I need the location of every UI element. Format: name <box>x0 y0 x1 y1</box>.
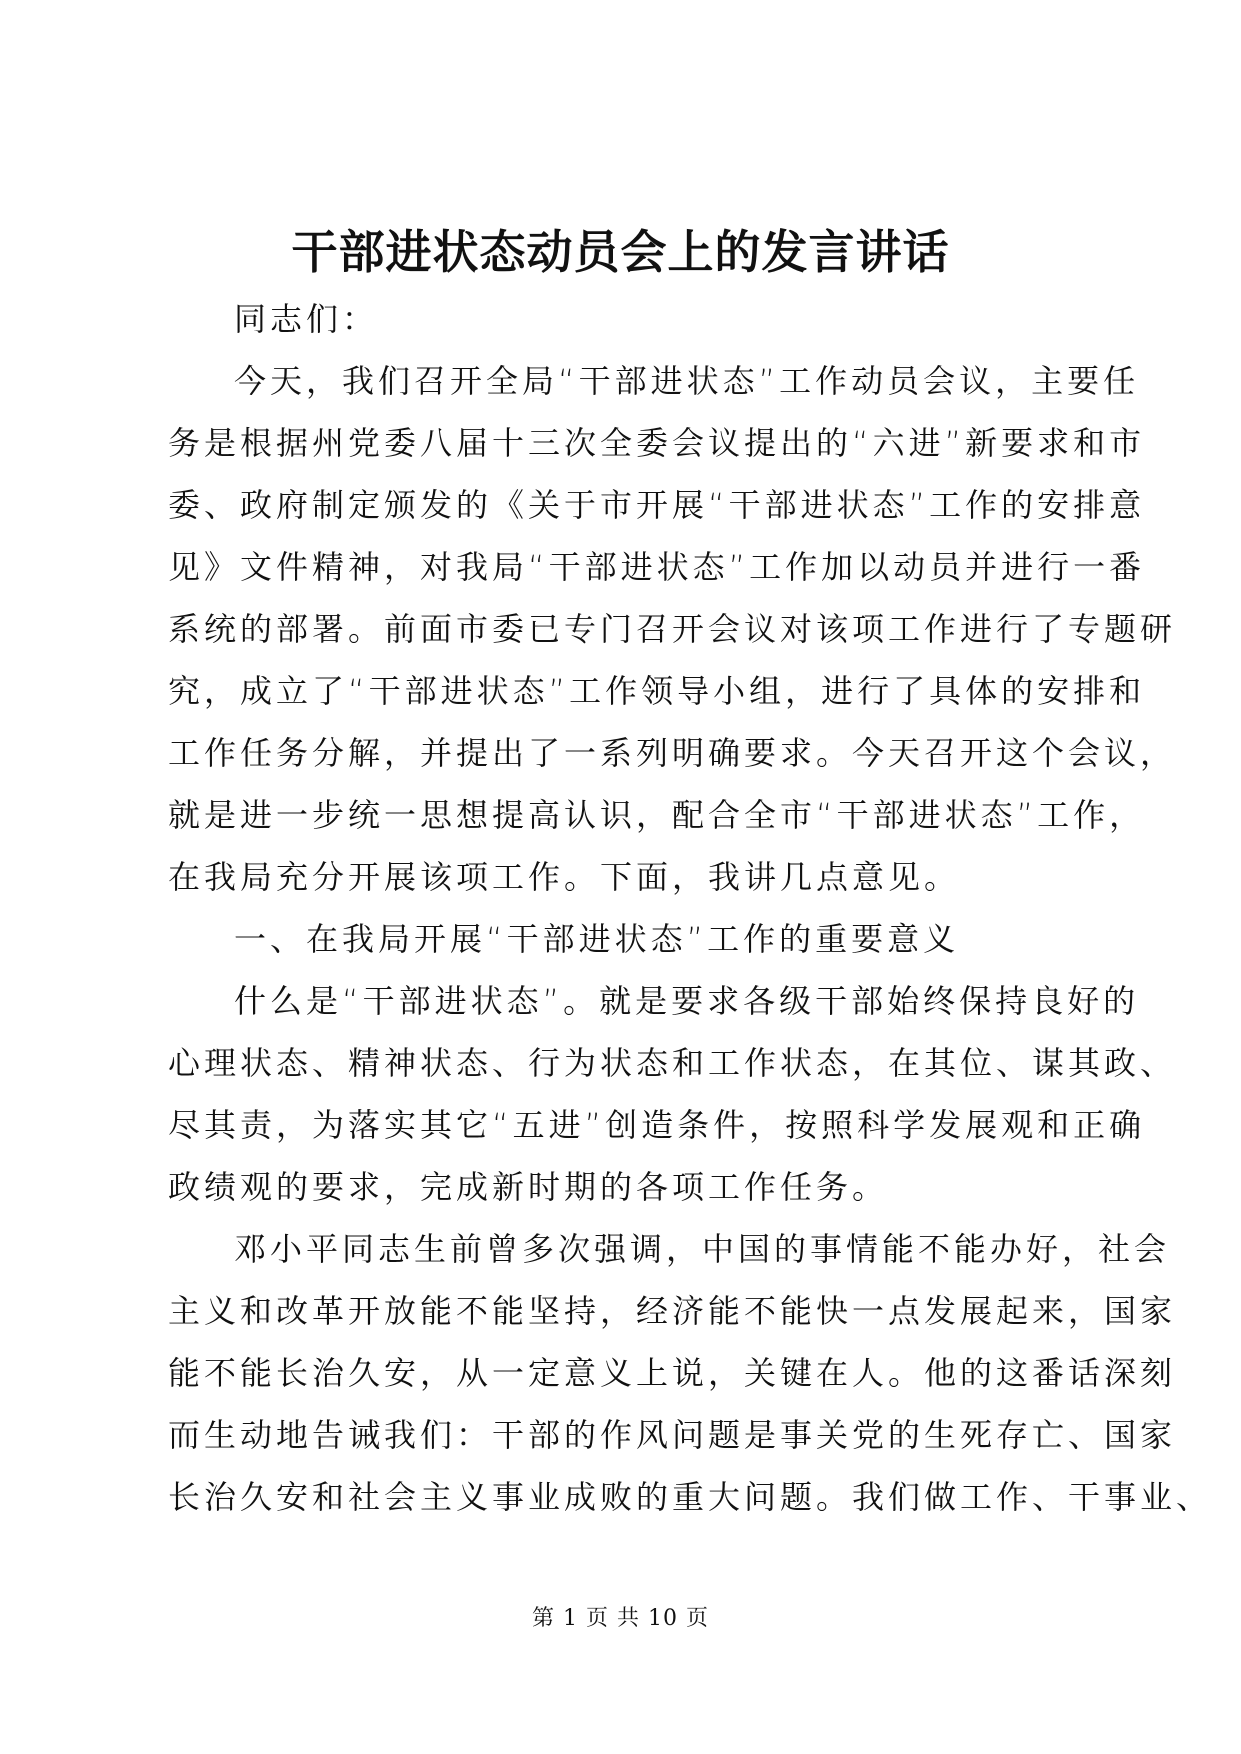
paragraph-line: 政绩观的要求，完成新时期的各项工作任务。 <box>168 1168 889 1206</box>
paragraph-line: 究，成立了“干部进状态”工作领导小组，进行了具体的安排和 <box>168 672 1146 710</box>
paragraph-line: 邓小平同志生前曾多次强调，中国的事情能不能办好，社会 <box>234 1230 1171 1268</box>
page-number-footer: 第 1 页 共 10 页 <box>532 1606 709 1631</box>
salutation-line: 同志们： <box>234 300 379 338</box>
paragraph-line: 什么是“干部进状态”。就是要求各级干部始终保持良好的 <box>234 982 1140 1020</box>
paragraph-line: 系统的部署。前面市委已专门召开会议对该项工作进行了专题研 <box>168 610 1177 648</box>
paragraph-line: 今天，我们召开全局“干部进状态”工作动员会议，主要任 <box>234 362 1140 400</box>
paragraph-line: 在我局充分开展该项工作。下面，我讲几点意见。 <box>168 858 961 896</box>
document-title: 干部进状态动员会上的发言讲话 <box>291 225 950 279</box>
paragraph-line: 委、政府制定颁发的《关于市开展“干部进状态”工作的安排意 <box>168 486 1146 524</box>
paragraph-line: 能不能长治久安，从一定意义上说，关键在人。他的这番话深刻 <box>168 1354 1177 1392</box>
document-body <box>168 288 1213 1528</box>
paragraph-line: 而生动地告诫我们：干部的作风问题是事关党的生死存亡、国家 <box>168 1416 1177 1454</box>
paragraph-line: 就是进一步统一思想提高认识，配合全市“干部进状态”工作， <box>168 796 1146 834</box>
paragraph-line: 工作任务分解，并提出了一系列明确要求。今天召开这个会议， <box>168 734 1177 772</box>
paragraph-line: 见》文件精神，对我局“干部进状态”工作加以动员并进行一番 <box>168 548 1146 586</box>
paragraph-line: 主义和改革开放能不能坚持，经济能不能快一点发展起来，国家 <box>168 1292 1177 1330</box>
paragraph-line: 长治久安和社会主义事业成败的重大问题。我们做工作、干事业、 <box>168 1478 1213 1516</box>
paragraph-line: 心理状态、精神状态、行为状态和工作状态，在其位、谋其政、 <box>168 1044 1177 1082</box>
paragraph-line: 尽其责，为落实其它“五进”创造条件，按照科学发展观和正确 <box>168 1106 1146 1144</box>
paragraph-line: 务是根据州党委八届十三次全委会议提出的“六进”新要求和市 <box>168 424 1146 462</box>
section-heading: 一、在我局开展“干部进状态”工作的重要意义 <box>234 920 960 958</box>
